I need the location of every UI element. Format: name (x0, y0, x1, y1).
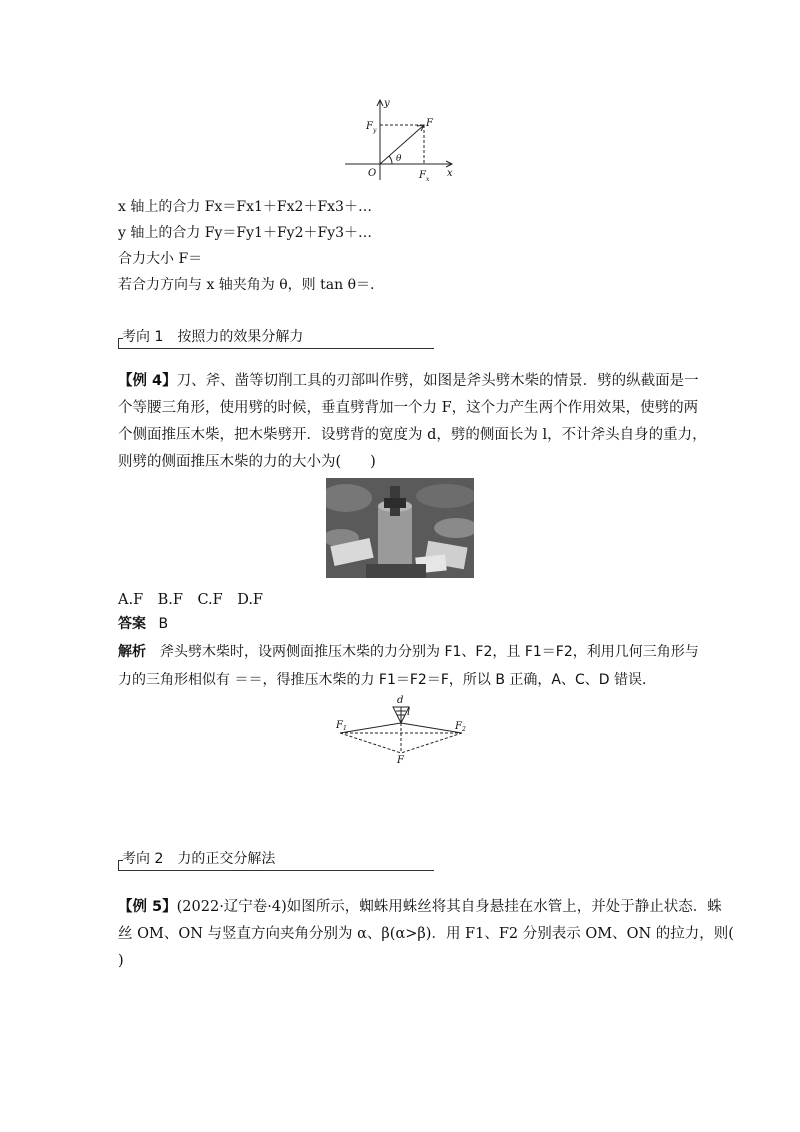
analysis-label: 解析 (118, 644, 146, 660)
fx-sub: x (426, 176, 430, 183)
y-axis-label: y (384, 98, 390, 109)
theta-label: θ (396, 154, 402, 164)
formula-line-2: y 轴上的合力 Fy＝Fy1＋Fy2＋Fy3＋… (118, 225, 373, 241)
answer-options: A.F B.F C.F D.F (118, 592, 263, 608)
example-5 (118, 894, 734, 975)
d-label: d (397, 695, 404, 706)
f2-sub: 2 (462, 726, 466, 733)
example-text-line-1: (2022·辽宁卷·4)如图所示，蜘蛛用蛛丝将其自身悬挂在水管上，并处于静止状态．蛛 (176, 899, 722, 915)
f1-sub: 1 (343, 725, 347, 732)
answer-label: 答案 (118, 616, 146, 632)
analysis (118, 638, 699, 694)
example-text-line-3: ) (118, 953, 124, 969)
f-label: F (397, 755, 404, 765)
wedge-force-diagram (330, 693, 475, 765)
fy-label: F (366, 121, 373, 132)
example-tag: 【例 5】 (118, 899, 177, 915)
section-title: 考向 2 力的正交分解法 (122, 851, 276, 867)
fx-label: F (419, 170, 426, 181)
example-4 (118, 368, 707, 476)
l-label: l (407, 707, 411, 718)
example-text-line-3: 个侧面推压木柴，把木柴劈开．设劈背的宽度为 d，劈的侧面长为 l，不计斧头自身的重力， (118, 427, 707, 443)
example-text-line-2: 丝 OM、ON 与竖直方向夹角分别为 α、β(α>β)．用 F1、F2 分别表示 OM、ON 的拉力，则( (118, 926, 734, 942)
formula-line-4: 若合力方向与 x 轴夹角为 θ，则 tan θ＝. (118, 277, 375, 293)
answer-row (118, 615, 168, 633)
answer-value: B (158, 616, 169, 632)
f2-vector (401, 723, 462, 733)
analysis-line-1: 斧头劈木柴时，设两侧面推压木柴的力分别为 F1、F2，且 F1＝F2，利用几何三角形与 (160, 644, 699, 660)
section-title: 考向 1 按照力的效果分解力 (122, 329, 304, 345)
axe-splitting-wood-photo (326, 478, 474, 578)
f1-vector (340, 723, 401, 733)
fy-sub: y (373, 127, 377, 134)
example-text-line-1: 刀、斧、凿等切削工具的刃部叫作劈，如图是斧头劈木柴的情景．劈的纵截面是一 (176, 373, 699, 389)
example-text-line-2: 个等腰三角形，使用劈的时候，垂直劈背加一个力 F，这个力产生两个作用效果，使劈的两 (118, 400, 699, 416)
section-header-2 (118, 848, 434, 871)
f1-label: F (336, 720, 343, 731)
x-axis-label: x (447, 168, 453, 179)
analysis-line-2: 力的三角形相似有 ＝＝，得推压木柴的力 F1＝F2＝F，所以 B 正确，A、C、D 错误． (118, 672, 656, 688)
example-text-line-4: 则劈的侧面推压木柴的力的大小为( ) (118, 454, 376, 470)
origin-label: O (368, 168, 377, 179)
formula-line-1: x 轴上的合力 Fx＝Fx1＋Fx2＋Fx3＋… (118, 199, 372, 215)
force-decomposition-diagram (340, 92, 460, 184)
example-tag: 【例 4】 (118, 373, 177, 389)
f2-label: F (455, 721, 462, 732)
f-label: F (426, 118, 433, 129)
formula-line-3: 合力大小 F＝ (118, 251, 203, 267)
resultant-force-vector (380, 125, 424, 164)
section-header-1 (118, 326, 434, 349)
